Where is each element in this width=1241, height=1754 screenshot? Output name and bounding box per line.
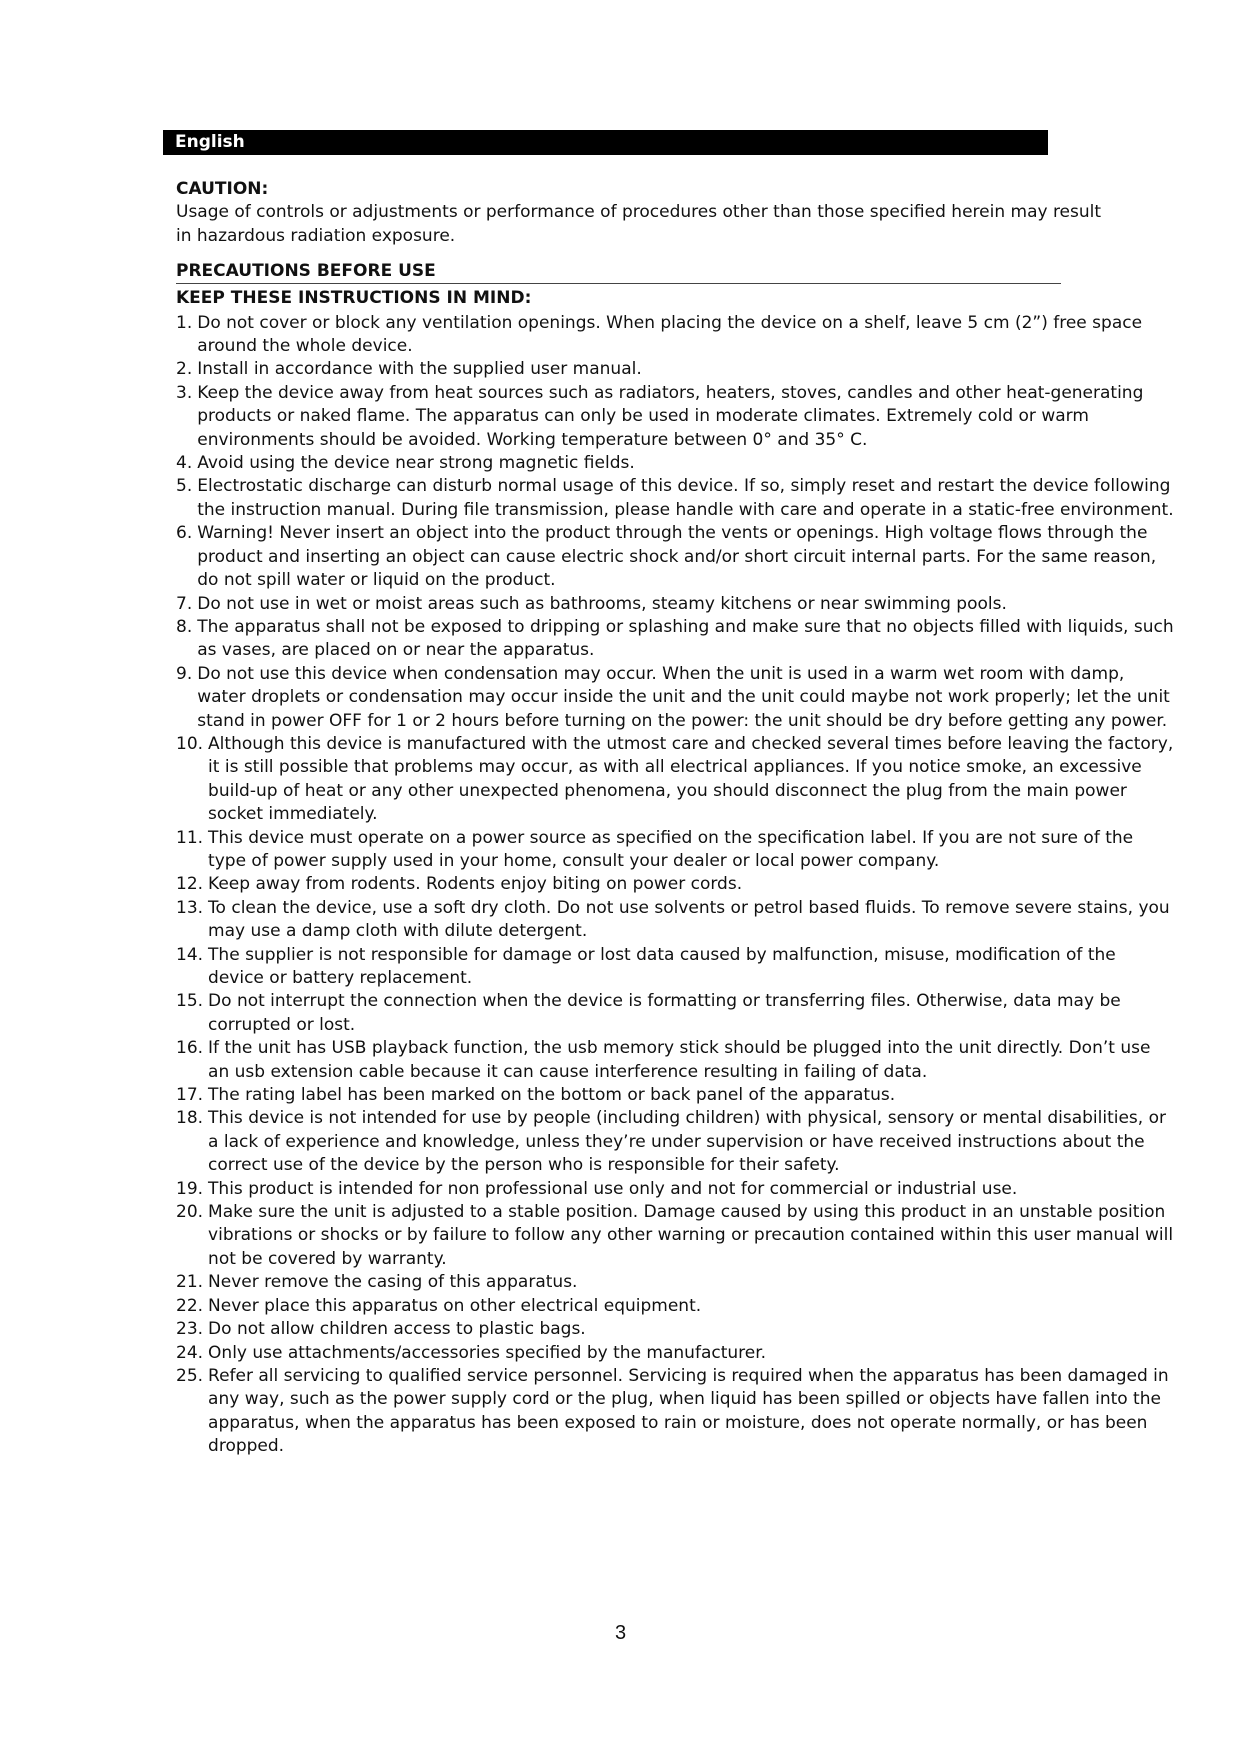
item-text: Although this device is manufactured with the utmost care and checked several times before leaving the factory, it is still possible that problems may occur, as with all electrical appliances. If you notice smoke, an excessive build-up of heat or any other unexpected phenomena, you should disconnect the plug from the main power socket immediately.	[208, 733, 1174, 825]
precautions-list	[176, 312, 1176, 1459]
item-text: Do not use this device when condensation may occur. When the unit is used in a warm wet room with damp, water droplets or condensation may occur inside the unit and the unit could maybe not work properly; let the unit stand in power OFF for 1 or 2 hours before turning on the power: the unit should be dry before getting any power.	[197, 663, 1170, 731]
item-text: To clean the device, use a soft dry cloth. Do not use solvents or petrol based fluids. To remove severe stains, you may use a damp cloth with dilute detergent.	[208, 897, 1170, 942]
page-number: 3	[614, 1622, 627, 1644]
item-text: The supplier is not responsible for damage or lost data caused by malfunction, misuse, modification of the device or battery replacement.	[208, 944, 1116, 988]
list-item	[176, 873, 1176, 896]
item-number: 8.	[176, 616, 193, 637]
item-number: 21.	[176, 1272, 204, 1293]
item-number: 20.	[176, 1202, 204, 1223]
item-text: Do not allow children access to plastic bags.	[208, 1319, 586, 1340]
list-item	[176, 522, 1176, 592]
list-item	[176, 1295, 1176, 1318]
item-text: Keep the device away from heat sources such as radiators, heaters, stoves, candles and other heat-generating products or naked flame. The apparatus can only be used in moderate climates. Extremely cold or warm environments should be avoided. Working temperature between 0° and 35° C.	[197, 382, 1144, 450]
item-text: Keep away from rodents. Rodents enjoy biting on power cords.	[208, 874, 743, 895]
item-text: Never place this apparatus on other electrical equipment.	[208, 1295, 702, 1316]
list-item	[176, 312, 1176, 359]
list-item	[176, 452, 1176, 475]
item-text: Do not cover or block any ventilation openings. When placing the device on a shelf, leave 5 cm (2”) free space around the whole device.	[197, 312, 1143, 357]
item-number: 7.	[176, 593, 193, 614]
item-text: Electrostatic discharge can disturb normal usage of this device. If so, simply reset and restart the device following the instruction manual. During file transmission, please handle with care and operate in a static-free environment.	[197, 476, 1174, 520]
item-number: 4.	[176, 453, 193, 474]
item-number: 25.	[176, 1365, 204, 1386]
item-number: 6.	[176, 523, 193, 544]
list-item	[176, 382, 1176, 452]
item-text: Never remove the casing of this apparatus.	[208, 1272, 578, 1293]
item-number: 1.	[176, 312, 193, 333]
item-text: This product is intended for non professional use only and not for commercial or industrial use.	[208, 1178, 1018, 1199]
item-number: 2.	[176, 359, 193, 380]
list-item	[176, 1342, 1176, 1365]
item-number: 9.	[176, 663, 193, 684]
item-text: Warning! Never insert an object into the product through the vents or openings. High voltage flows through the product and inserting an object can cause electric shock and/or short circuit internal parts. For the same reason, do not spill water or liquid on the product.	[197, 523, 1157, 591]
page-content	[176, 178, 1176, 1459]
list-item	[176, 733, 1176, 827]
list-item	[176, 827, 1176, 874]
item-text: The rating label has been marked on the bottom or back panel of the apparatus.	[208, 1085, 896, 1106]
item-number: 22.	[176, 1295, 204, 1316]
caution-text: Usage of controls or adjustments or performance of procedures other than those specified herein may result in hazardous radiation exposure.	[176, 202, 1102, 246]
item-number: 24.	[176, 1342, 204, 1363]
item-text: Refer all servicing to qualified service personnel. Servicing is required when the apparatus has been damaged in any way, such as the power supply cord or the plug, when liquid has been spilled or objects have fallen into the apparatus, when the apparatus has been exposed to rain or moisture, does not operate normally, or has been dropped.	[208, 1365, 1169, 1457]
item-text: Only use attachments/accessories specified by the manufacturer.	[208, 1342, 767, 1363]
item-text: Install in accordance with the supplied user manual.	[197, 359, 642, 380]
item-number: 12.	[176, 874, 204, 895]
list-item	[176, 358, 1176, 381]
list-item	[176, 990, 1176, 1037]
list-item	[176, 1201, 1176, 1271]
item-text: This device must operate on a power source as specified on the specification label. If you are not sure of the type of power supply used in your home, consult your dealer or local power company.	[208, 827, 1134, 871]
item-text: This device is not intended for use by people (including children) with physical, sensory or mental disabilities, or a lack of experience and knowledge, unless they’re under supervision or have received instructions about the correct use of the device by the person who is responsible for their safety.	[208, 1108, 1166, 1176]
item-number: 23.	[176, 1319, 204, 1340]
item-number: 13.	[176, 897, 204, 918]
list-item	[176, 897, 1176, 944]
item-text: The apparatus shall not be exposed to dripping or splashing and make sure that no objects filled with liquids, such as vases, are placed on or near the apparatus.	[197, 616, 1174, 661]
list-item	[176, 1318, 1176, 1341]
item-text: Do not interrupt the connection when the device is formatting or transferring files. Otherwise, data may be corrupted or lost.	[208, 991, 1121, 1035]
list-item	[176, 1037, 1176, 1084]
item-text: Make sure the unit is adjusted to a stable position. Damage caused by using this product in an unstable position vibrations or shocks or by failure to follow any other warning or precaution contained within this user manual will not be covered by warranty.	[208, 1202, 1174, 1269]
list-item	[176, 663, 1176, 733]
list-item	[176, 1365, 1176, 1459]
language-header-bar: English	[163, 130, 1048, 155]
keep-instructions-heading: KEEP THESE INSTRUCTIONS IN MIND:	[176, 288, 532, 309]
item-text: Do not use in wet or moist areas such as bathrooms, steamy kitchens or near swimming pools.	[197, 593, 1007, 614]
list-item	[176, 1271, 1176, 1294]
precautions-heading: PRECAUTIONS BEFORE USE	[176, 260, 1061, 284]
caution-heading: CAUTION:	[176, 179, 269, 199]
item-number: 15.	[176, 991, 204, 1012]
list-item	[176, 475, 1176, 522]
item-number: 14.	[176, 944, 204, 965]
item-number: 10.	[176, 733, 204, 754]
item-number: 16.	[176, 1038, 204, 1059]
item-number: 3.	[176, 382, 193, 403]
item-number: 11.	[176, 827, 204, 848]
item-number: 17.	[176, 1085, 204, 1106]
item-text: If the unit has USB playback function, the usb memory stick should be plugged into the unit directly. Don’t use an usb extension cable because it can cause interference resulting in failing of data.	[208, 1038, 1151, 1082]
list-item	[176, 1107, 1176, 1177]
item-text: Avoid using the device near strong magnetic fields.	[197, 453, 635, 474]
list-item	[176, 944, 1176, 991]
item-number: 5.	[176, 476, 193, 497]
list-item	[176, 1084, 1176, 1107]
list-item	[176, 616, 1176, 663]
item-number: 18.	[176, 1108, 204, 1129]
list-item	[176, 593, 1176, 616]
item-number: 19.	[176, 1178, 204, 1199]
list-item	[176, 1178, 1176, 1201]
